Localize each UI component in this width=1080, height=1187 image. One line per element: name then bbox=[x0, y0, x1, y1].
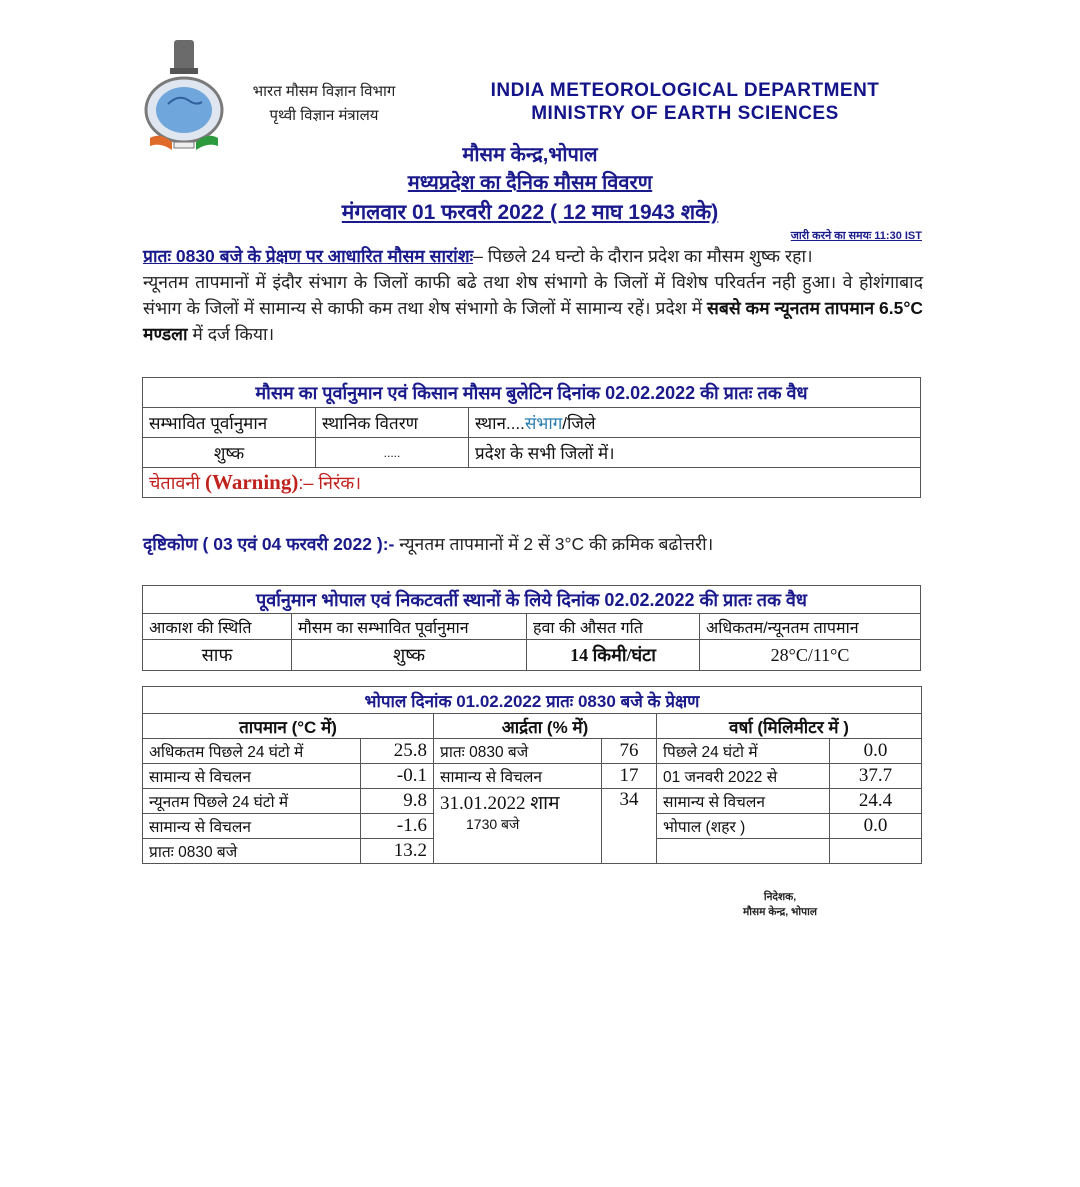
temp-value: -1.6 bbox=[361, 814, 434, 839]
warning-label: चेतावनी bbox=[149, 473, 206, 493]
forecast-header-place: स्थान.... bbox=[475, 414, 525, 433]
bhopal-forecast-table bbox=[142, 585, 921, 671]
forecast-data-row bbox=[143, 438, 921, 468]
forecast-table bbox=[142, 377, 921, 498]
english-ministry-line: MINISTRY OF EARTH SCIENCES bbox=[531, 103, 839, 124]
humidity-label: प्रातः 0830 बजे bbox=[434, 739, 602, 764]
humidity-value: 17 bbox=[602, 764, 657, 789]
temp-value: -0.1 bbox=[361, 764, 434, 789]
english-dept-line1: INDIA METEOROLOGICAL DEPARTMENT bbox=[490, 80, 880, 101]
bhopal-forecast-values bbox=[143, 640, 921, 671]
expected-weather-value: शुष्क bbox=[292, 640, 527, 671]
rain-label: 01 जनवरी 2022 से bbox=[657, 764, 830, 789]
temp-label: अधिकतम पिछले 24 घंटो में bbox=[143, 739, 361, 764]
header-max-min-temp: अधिकतम/न्यूनतम तापमान bbox=[700, 614, 921, 640]
summary-text-2: न्यूनतम तापमानों में इंदौर संभाग के जिलों काफी बढे तथा शेष संभागो के जिलों में विशेष परिवर्तन नही हुआ। वे होशंगाबाद संभाग के जिलों में सामान्य से काफी कम तथा शेष संभागो के जिलों में सामान्य रहें। प्रदेश में bbox=[143, 272, 923, 318]
warning-label-en: (Warning) bbox=[205, 470, 299, 494]
rain-value: 0.0 bbox=[830, 739, 922, 764]
header-wind-speed: हवा की औसत गति bbox=[527, 614, 700, 640]
header-sky-condition: आकाश की स्थिति bbox=[143, 614, 292, 640]
warning-value: :– निरंक। bbox=[298, 473, 362, 493]
rain-label: सामान्य से विचलन bbox=[657, 789, 830, 814]
temp-value: 25.8 bbox=[361, 739, 434, 764]
temp-label: सामान्य से विचलन bbox=[143, 764, 361, 789]
wind-speed-value: 14 किमी/घंटा bbox=[527, 640, 700, 671]
observations-subheader-row bbox=[143, 714, 922, 739]
humidity-value: 76 bbox=[602, 739, 657, 764]
rain-label: पिछले 24 घंटो में bbox=[657, 739, 830, 764]
hindi-ministry-line: पृथ्वी विज्ञान मंत्रालय bbox=[269, 107, 379, 124]
rainfall-header: वर्षा (मिलिमीटर में ) bbox=[657, 714, 922, 739]
temp-label: न्यूनतम पिछले 24 घंटो में bbox=[143, 789, 361, 814]
summary-lead: प्रातः 0830 बजे के प्रेक्षण पर आधारित मौसम सारांशः bbox=[143, 246, 474, 266]
rain-value: 0.0 bbox=[830, 814, 922, 839]
forecast-location-value: प्रदेश के सभी जिलों में। bbox=[469, 438, 921, 468]
hindi-dept-line1: भारत मौसम विज्ञान विभाग bbox=[252, 83, 396, 100]
humidity-evening-value: 34 bbox=[602, 789, 657, 864]
forecast-header-distribution: स्थानिक वितरण bbox=[316, 408, 469, 438]
header-expected-weather: मौसम का सम्भावित पूर्वानुमान bbox=[292, 614, 527, 640]
issue-time: जारी करने का समयः 11:30 IST bbox=[790, 230, 922, 242]
rain-label: भोपाल (शहर ) bbox=[657, 814, 830, 839]
forecast-header-division: संभाग bbox=[524, 414, 563, 433]
observation-row bbox=[143, 739, 922, 764]
outlook bbox=[143, 532, 923, 556]
centre-name: मौसम केन्द्र,भोपाल bbox=[462, 144, 598, 166]
humidity-evening-date: 31.01.2022 शाम bbox=[440, 793, 560, 814]
temperature-header: तापमान (°C में) bbox=[143, 714, 434, 739]
forecast-header-location bbox=[469, 408, 921, 438]
forecast-header-expected: सम्भावित पूर्वानुमान bbox=[143, 408, 316, 438]
forecast-expected-value: शुष्क bbox=[143, 438, 316, 468]
outlook-label: दृष्टिकोण ( 03 एवं 04 फरवरी 2022 ):- bbox=[143, 534, 395, 554]
empty-cell bbox=[657, 839, 830, 864]
signature-block bbox=[700, 890, 860, 920]
forecast-distribution-value: ..... bbox=[316, 438, 469, 468]
temp-value: 13.2 bbox=[361, 839, 434, 864]
summary-text-3: में दर्ज किया। bbox=[187, 324, 275, 344]
signature-title: निदेशक, bbox=[763, 891, 797, 903]
outlook-text: न्यूनतम तापमानों में 2 सें 3°C की क्रमिक बढोत्तरी। bbox=[394, 534, 714, 554]
rain-value: 24.4 bbox=[830, 789, 922, 814]
report-title: मध्यप्रदेश का दैनिक मौसम विवरण bbox=[407, 172, 653, 194]
forecast-header-row bbox=[143, 408, 921, 438]
temp-label: प्रातः 0830 बजे bbox=[143, 839, 361, 864]
signature-office: मौसम केन्द्र, भोपाल bbox=[743, 906, 817, 918]
summary-min-temp-highlight: सबसे कम न्यूनतम तापमान 6.5°C मण्डला bbox=[143, 298, 924, 344]
observations-title: भोपाल दिनांक 01.02.2022 प्रातः 0830 बजे के प्रेक्षण bbox=[143, 687, 922, 714]
max-min-temp-value: 28°C/11°C bbox=[700, 640, 921, 671]
bhopal-forecast-header-row bbox=[143, 614, 921, 640]
observation-row bbox=[143, 764, 922, 789]
temp-value: 9.8 bbox=[361, 789, 434, 814]
forecast-table-title: मौसम का पूर्वानुमान एवं किसान मौसम बुलेटिन दिनांक 02.02.2022 की प्रातः तक वैध bbox=[143, 378, 921, 408]
summary-text-1: – पिछले 24 घन्टो के दौरान प्रदेश का मौसम शुष्क रहा। bbox=[473, 246, 813, 266]
humidity-evening-time: 1730 बजे bbox=[466, 816, 520, 832]
weather-summary bbox=[143, 243, 923, 347]
report-date: मंगलवार 01 फरवरी 2022 ( 12 माघ 1943 शके) bbox=[341, 201, 719, 224]
humidity-evening-label bbox=[434, 789, 602, 864]
temp-label: सामान्य से विचलन bbox=[143, 814, 361, 839]
rain-value: 37.7 bbox=[830, 764, 922, 789]
sky-condition-value: साफ bbox=[143, 640, 292, 671]
imd-logo bbox=[138, 38, 230, 156]
english-department-name bbox=[440, 79, 930, 125]
bhopal-forecast-title: पूर्वानुमान भोपाल एवं निकटवर्ती स्थानों के लिये दिनांक 02.02.2022 की प्रातः तक वैध bbox=[143, 586, 921, 614]
forecast-header-district: /जिले bbox=[562, 414, 596, 433]
observation-row bbox=[143, 789, 922, 814]
empty-cell bbox=[830, 839, 922, 864]
bhopal-observations-table bbox=[142, 686, 922, 864]
humidity-label: सामान्य से विचलन bbox=[434, 764, 602, 789]
hindi-department-name bbox=[234, 80, 414, 128]
humidity-header: आर्द्रता (% में) bbox=[434, 714, 657, 739]
warning-row bbox=[143, 468, 921, 498]
